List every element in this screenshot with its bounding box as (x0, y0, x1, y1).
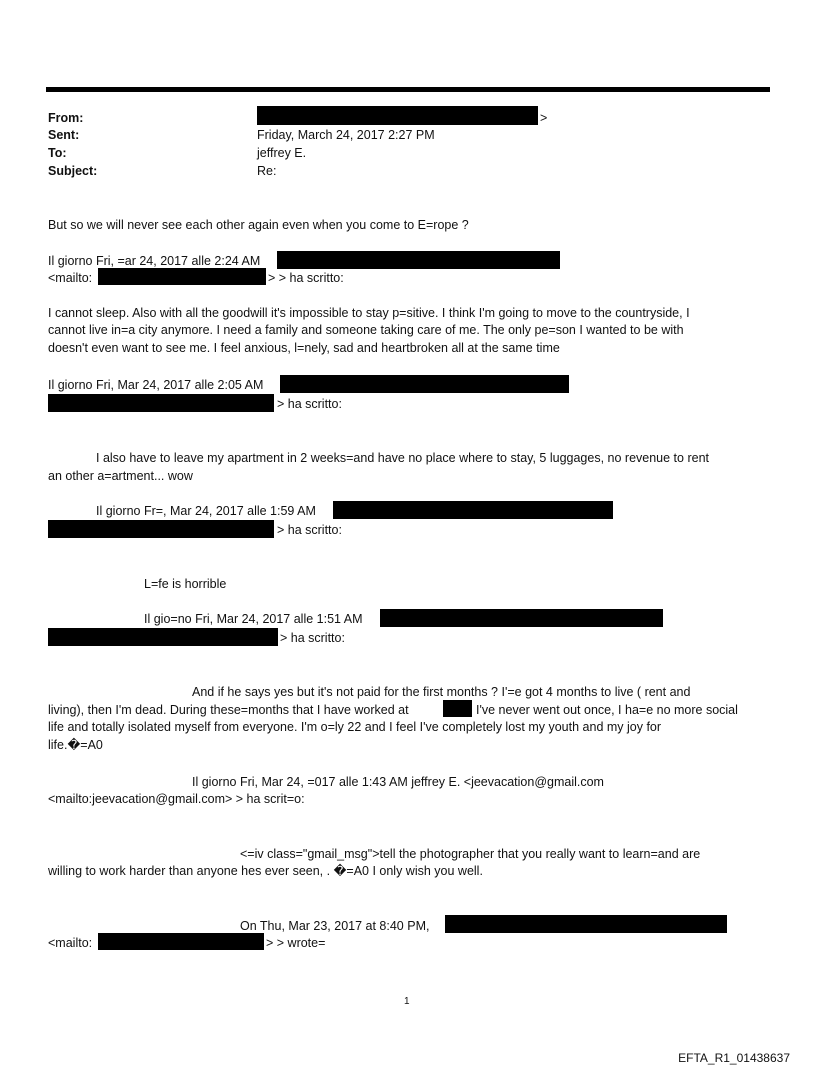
to-value: jeffrey E. (257, 146, 307, 160)
from-label: From: (48, 111, 84, 125)
body-line: an other a=artment... wow (48, 469, 193, 483)
redaction-bar (48, 394, 274, 412)
body-line: living), then I'm dead. During these=months that I have worked at (48, 703, 409, 717)
quote-mailto: <mailto: (48, 271, 93, 285)
document-id: EFTA_R1_01438637 (678, 1051, 790, 1065)
body-line: L=fe is horrible (144, 577, 227, 591)
body-line: But so we will never see each other again even when you come to E=rope ? (48, 218, 469, 232)
page-number: 1 (404, 996, 410, 1007)
sent-value: Friday, March 24, 2017 2:27 PM (257, 128, 435, 142)
redaction-bar (98, 933, 264, 950)
redaction-bar (48, 520, 274, 538)
body-line: I cannot sleep. Also with all the goodwill it's impossible to stay p=sitive. I think I'm going to move to the countryside, I (48, 306, 690, 320)
body-line: <=iv class="gmail_msg">tell the photographer that you really want to learn=and are (240, 847, 701, 861)
quote-header: Il gio=no Fri, Mar 24, 2017 alle 1:51 AM (144, 612, 363, 626)
quote-header: Il giorno Fr=, Mar 24, 2017 alle 1:59 AM (96, 504, 316, 518)
quote-tail: > > ha scritto: (268, 271, 344, 285)
quote-header: Il giorno Fri, =ar 24, 2017 alle 2:24 AM (48, 254, 261, 268)
body-line: life and totally isolated myself from everyone. I'm o=ly 22 and I feel I've completely lost my youth and my joy for (48, 720, 662, 734)
redaction-bar (277, 251, 560, 269)
redaction-bar (443, 700, 472, 717)
sent-label: Sent: (48, 128, 80, 142)
quote-header: <mailto:jeevacation@gmail.com> > ha scrit=o: (48, 792, 305, 806)
subject-value: Re: (257, 164, 277, 178)
redaction-bar (257, 106, 538, 125)
quote-tail: > ha scritto: (277, 397, 342, 411)
quote-tail: > ha scritto: (277, 523, 342, 537)
body-line: And if he says yes but it's not paid for the first months ? I'=e got 4 months to live ( rent and (192, 685, 691, 699)
redaction-bar (445, 915, 727, 933)
quote-header: Il giorno Fri, Mar 24, 2017 alle 2:05 AM (48, 378, 264, 392)
body-line: I've never went out once, I ha=e no more social (476, 703, 738, 717)
header-rule (46, 87, 770, 92)
subject-label: Subject: (48, 164, 98, 178)
body-line: cannot live in=a city anymore. I need a family and someone taking care of me. The only pe=son I wanted to be with (48, 323, 684, 337)
from-suffix: > (540, 111, 548, 125)
quote-header: On Thu, Mar 23, 2017 at 8:40 PM, (240, 919, 430, 933)
redaction-bar (380, 609, 663, 627)
body-line: I also have to leave my apartment in 2 weeks=and have no place where to stay, 5 luggages, no revenue to rent (96, 451, 709, 465)
redaction-bar (333, 501, 613, 519)
quote-tail: > > wrote= (266, 936, 326, 950)
to-label: To: (48, 146, 67, 160)
redaction-bar (280, 375, 569, 393)
quote-tail: > ha scritto: (280, 631, 345, 645)
quote-header: Il giorno Fri, Mar 24, =017 alle 1:43 AM jeffrey E. <jeevacation@gmail.com (192, 775, 604, 789)
body-line: doesn't even want to see me. I feel anxious, l=nely, sad and heartbroken all at the same time (48, 341, 560, 355)
body-line: willing to work harder than anyone hes ever seen, . �=A0 I only wish you well. (48, 864, 483, 878)
redaction-bar (98, 268, 266, 285)
body-line: life.�=A0 (48, 738, 103, 752)
quote-mailto: <mailto: (48, 936, 93, 950)
redaction-bar (48, 628, 278, 646)
